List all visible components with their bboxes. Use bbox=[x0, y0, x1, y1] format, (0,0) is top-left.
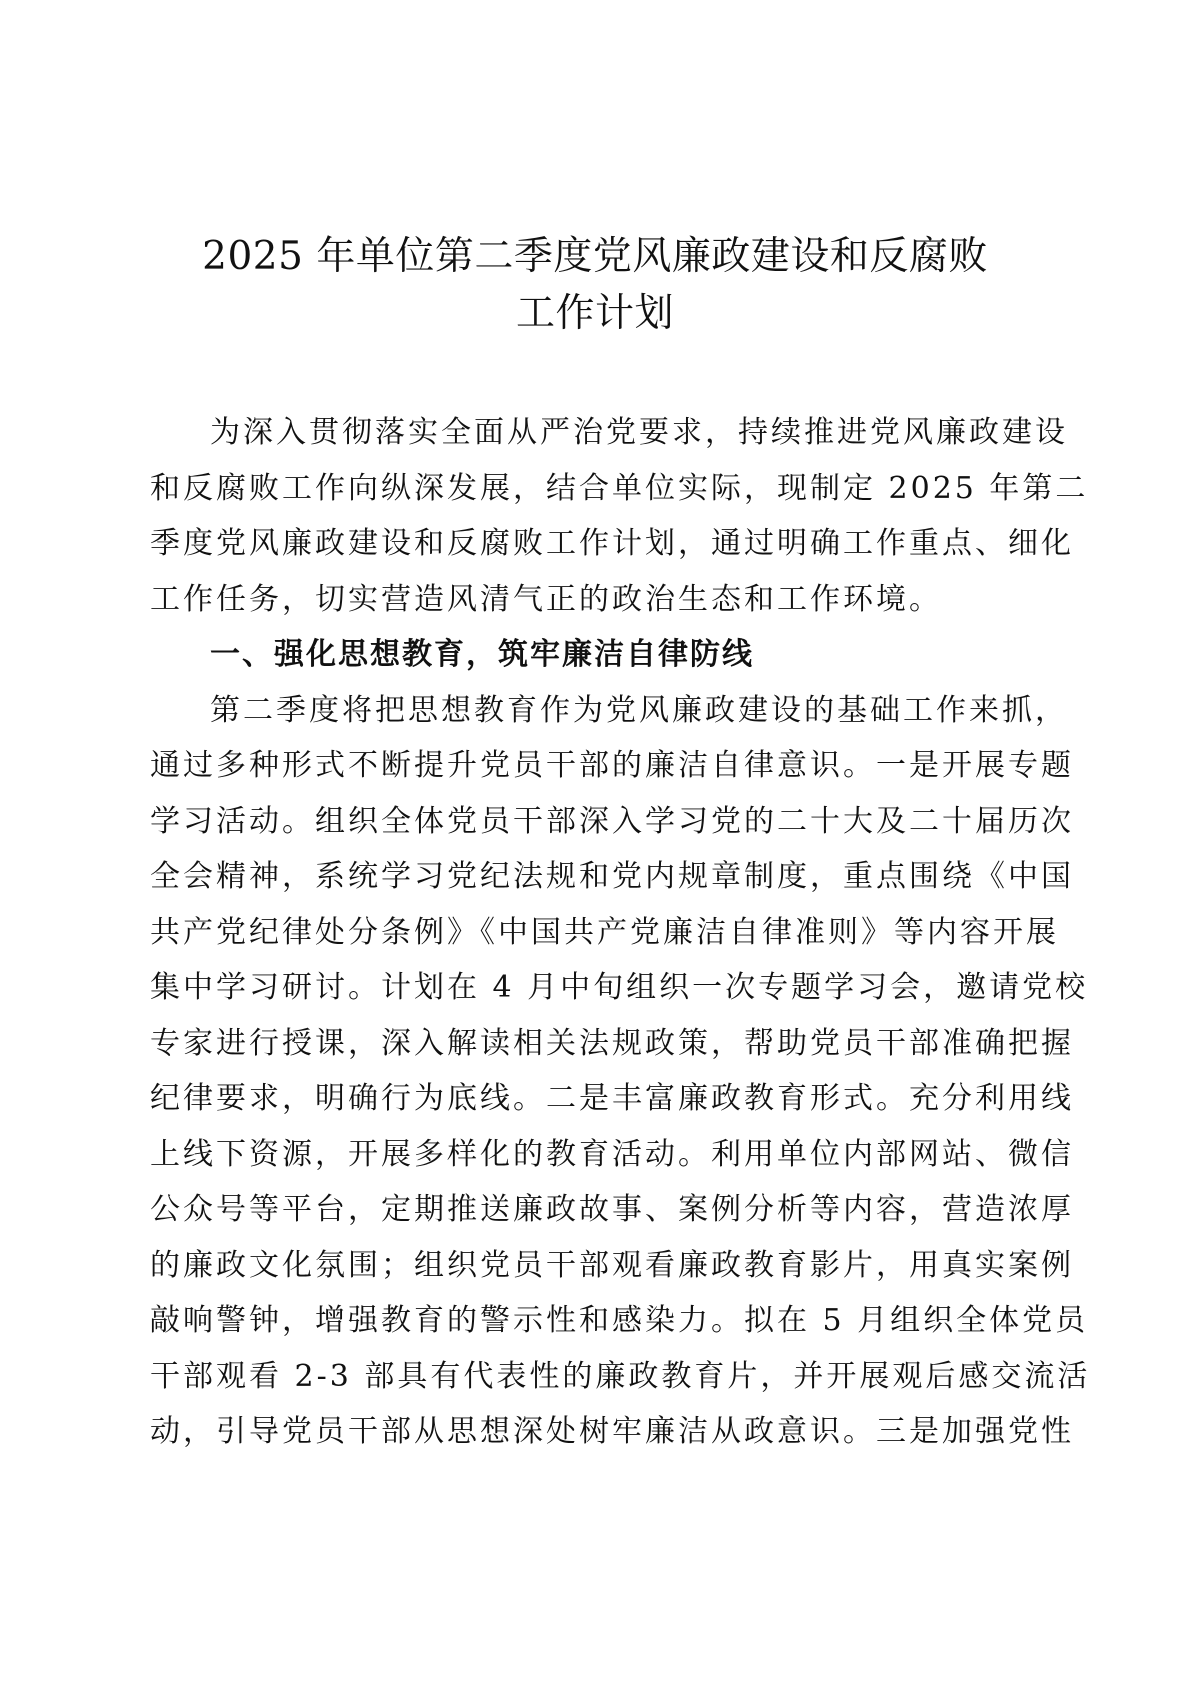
text-line: 季度党风廉政建设和反腐败工作计划，通过明确工作重点、细化 bbox=[150, 526, 1074, 561]
text-line: 通过多种形式不断提升党员干部的廉洁自律意识。一是开展专题 bbox=[150, 748, 1074, 783]
intro-paragraph bbox=[150, 405, 1089, 627]
text-line: 上线下资源，开展多样化的教育活动。利用单位内部网站、微信 bbox=[150, 1136, 1074, 1172]
text-line: 纪律要求，明确行为底线。二是丰富廉政教育形式。充分利用线 bbox=[150, 1081, 1074, 1116]
text-line: 专家进行授课，深入解读相关法规政策，帮助党员干部准确把握 bbox=[150, 1025, 1074, 1061]
text-line: 全会精神，系统学习党纪法规和党内规章制度，重点围绕《中国 bbox=[150, 859, 1074, 894]
document-body bbox=[150, 405, 1091, 1460]
text-line: 学习活动。组织全体党员干部深入学习党的二十大及二十届历次 bbox=[150, 803, 1074, 839]
section-1-heading: 一、强化思想教育，筑牢廉洁自律防线 bbox=[210, 637, 754, 672]
text-line: 和反腐败工作向纵深发展，结合单位实际，现制定 2025 年第二 bbox=[150, 470, 1089, 506]
section-1-paragraph bbox=[150, 683, 1091, 1460]
text-line: 干部观看 2-3 部具有代表性的廉政教育片，并开展观后感交流活 bbox=[150, 1358, 1091, 1394]
text-line: 公众号等平台，定期推送廉政故事、案例分析等内容，营造浓厚 bbox=[150, 1192, 1074, 1227]
title-line-2: 工作计划 bbox=[515, 291, 674, 336]
text-line: 工作任务，切实营造风清气正的政治生态和工作环境。 bbox=[150, 581, 942, 617]
text-line: 为深入贯彻落实全面从严治党要求，持续推进党风廉政建设 bbox=[210, 415, 1068, 450]
text-line: 动，引导党员干部从思想深处树牢廉洁从政意识。三是加强党性 bbox=[150, 1414, 1074, 1449]
text-line: 共产党纪律处分条例》《中国共产党廉洁自律准则》等内容开展 bbox=[150, 914, 1059, 950]
text-line: 的廉政文化氛围；组织党员干部观看廉政教育影片，用真实案例 bbox=[150, 1247, 1074, 1283]
document-title bbox=[0, 228, 1190, 342]
title-line-1: 2025 年单位第二季度党风廉政建设和反腐败 bbox=[202, 234, 988, 279]
text-line: 集中学习研讨。计划在 4 月中旬组织一次专题学习会，邀请党校 bbox=[150, 970, 1089, 1005]
text-line: 第二季度将把思想教育作为党风廉政建设的基础工作来抓， bbox=[210, 692, 1068, 728]
text-line: 敲响警钟，增强教育的警示性和感染力。拟在 5 月组织全体党员 bbox=[150, 1303, 1089, 1338]
